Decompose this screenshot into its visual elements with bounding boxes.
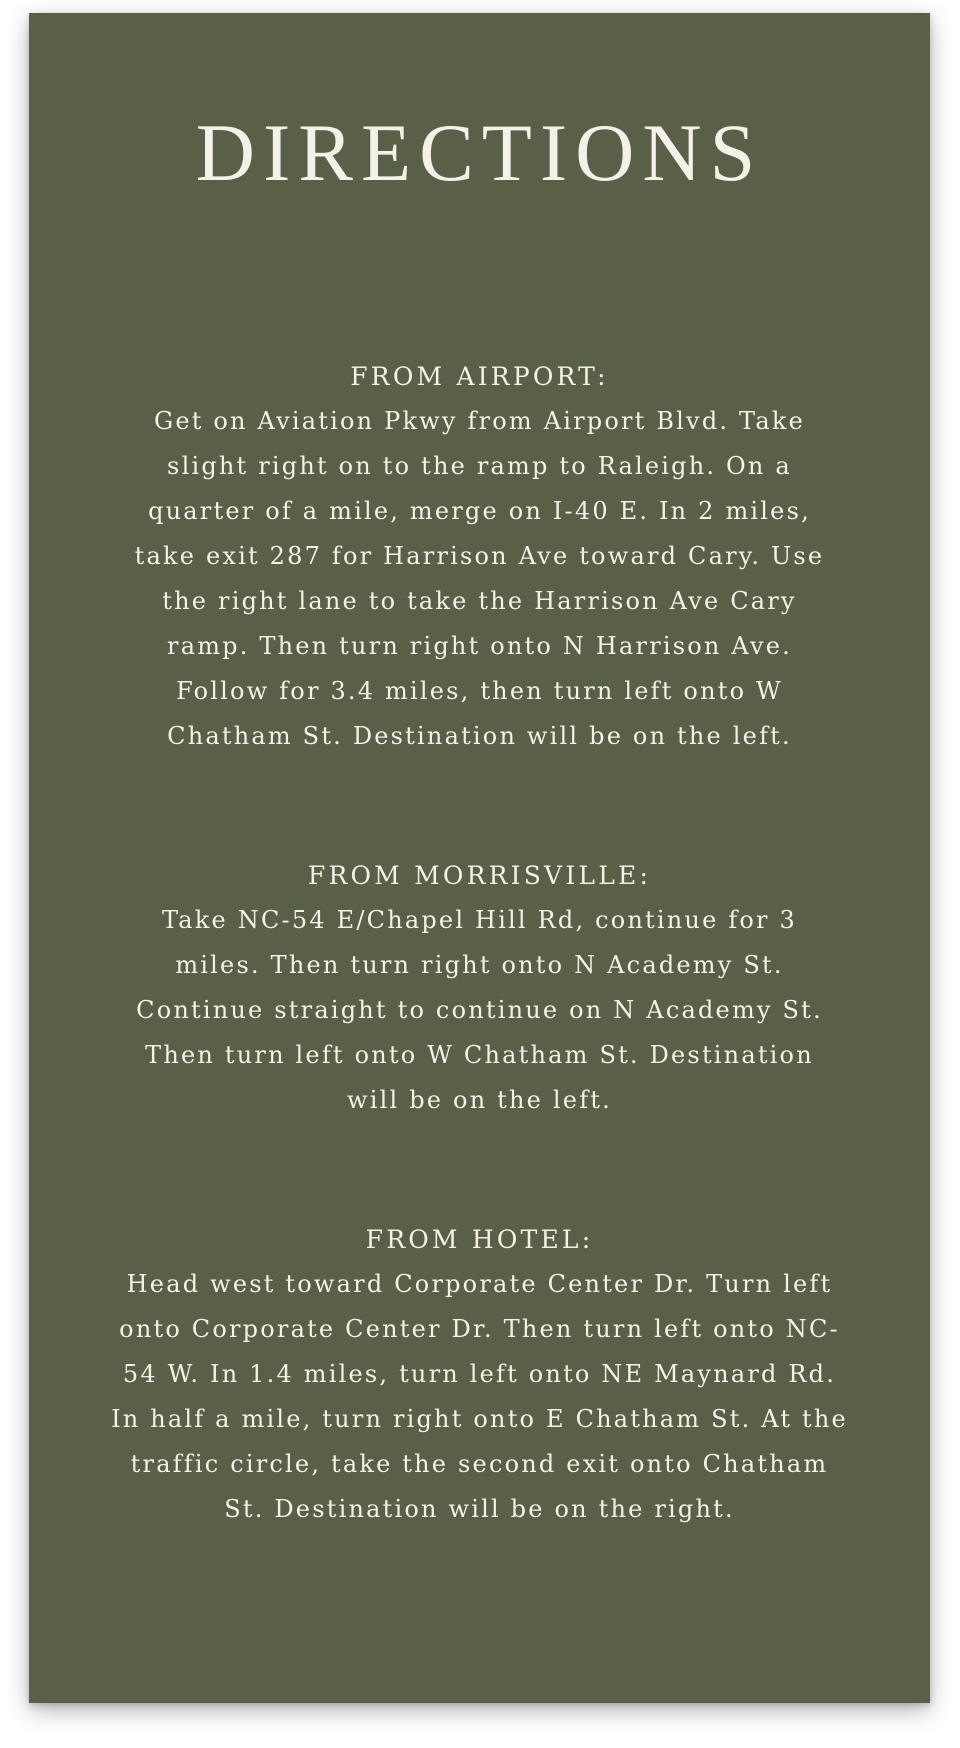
section-body: Take NC-54 E/Chapel Hill Rd, continue for 3 miles. Then turn right onto N Academy St. Continue straight to continue on N Academy St. Then turn left onto W Chatham St. Destination will be on the left. xyxy=(136,906,823,1114)
directions-card xyxy=(29,13,930,1703)
section-body: Get on Aviation Pkwy from Airport Blvd. Take slight right on to the ramp to Raleigh. On a quarter of a mile, merge on I-40 E. In 2 miles, take exit 287 for Harrison Ave toward Cary. Use the right lane to take the Harrison Ave Cary ramp. Then turn right onto N Harrison Ave. Follow for 3.4 miles, then turn left onto W Chatham St. Destination will be on the left. xyxy=(134,407,825,750)
section-from-airport xyxy=(29,354,930,759)
section-body: Head west toward Corporate Center Dr. Turn left onto Corporate Center Dr. Then turn left onto NC-54 W. In 1.4 miles, turn left onto NE Maynard Rd. In half a mile, turn right onto E Chatham St. At the traffic circle, take the second exit onto Chatham St. Destination will be on the right. xyxy=(111,1270,848,1523)
section-heading: FROM HOTEL: xyxy=(365,1225,594,1254)
page-title: DIRECTIONS xyxy=(195,107,764,198)
section-from-morrisville xyxy=(29,853,930,1123)
section-from-hotel xyxy=(29,1217,930,1532)
section-heading: FROM MORRISVILLE: xyxy=(307,861,652,890)
section-heading: FROM AIRPORT: xyxy=(350,362,609,391)
